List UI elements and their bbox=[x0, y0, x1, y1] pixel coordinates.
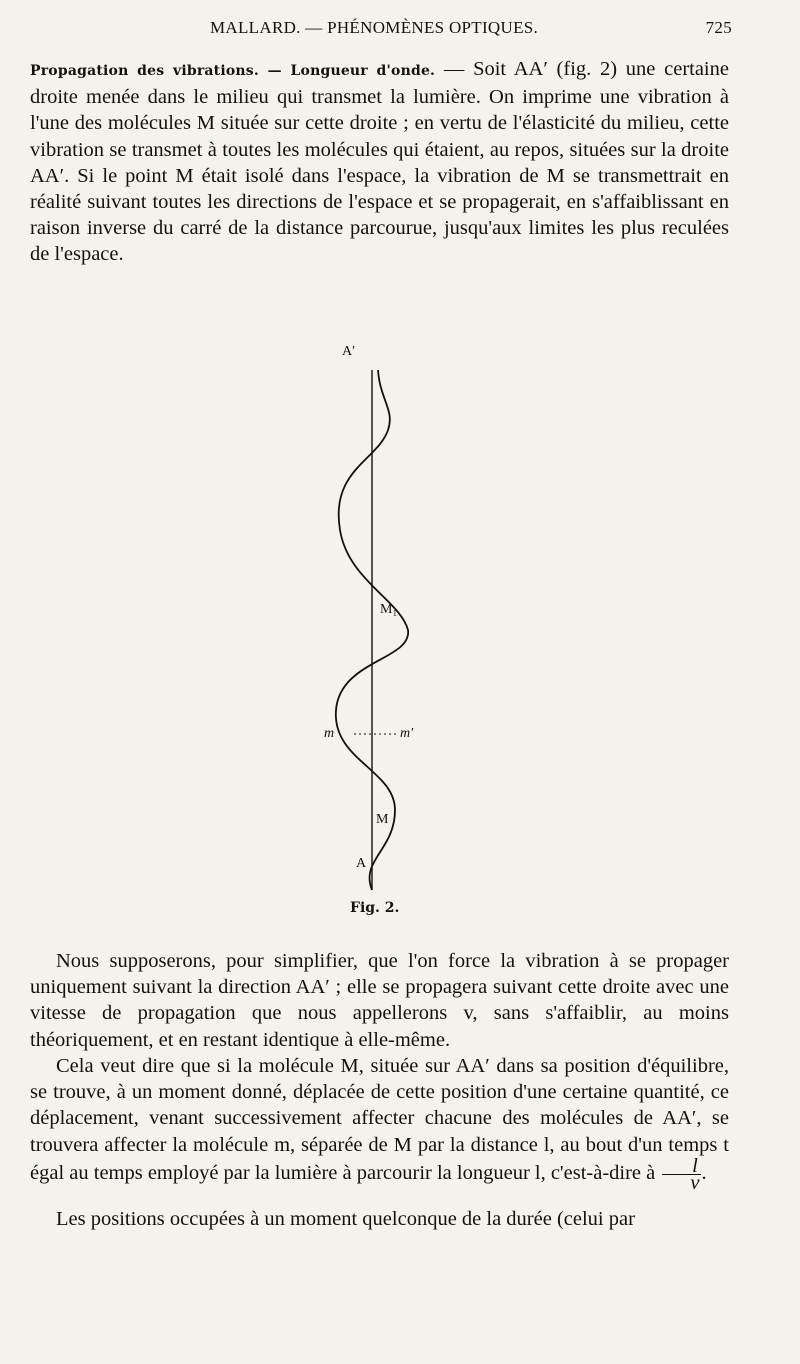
paragraph-text-end: . bbox=[701, 1162, 707, 1185]
paragraph-text: Cela veut dire que si la molécule M, située sur AA′ dans sa position d'équilibre, se trouve, à un moment donné, déplacée de cette position d'une certaine quantité, ce déplacement, venant successivement affecter chacune des molécules de AA′, se trouvera affecter la molécule m, séparée de M par la distance l, au bout d'un temps t égal au temps employé par la lumière à parcourir la longueur l, c'est-à-dire à bbox=[30, 1055, 729, 1185]
figure-caption: Fig. 2. bbox=[350, 900, 400, 916]
fraction-l-over-v bbox=[662, 1154, 701, 1194]
wave-diagram bbox=[300, 330, 440, 920]
label-A: A bbox=[356, 856, 367, 871]
label-M: M bbox=[376, 812, 389, 827]
paragraph-text: — Soit AA′ (fig. 2) une certaine droite menée dans le milieu qui transmet la lumière. On imprime une vibration à l'une des molécules M située sur cette droite ; en vertu de l'élasticité du milieu, cette vibration se transmet à toutes les molécules qui étaient, au repos, situées sur la droite AA′. Si le point M était isolé dans l'espace, la vibration de M se transmettrait en réalité suivant toutes les directions de l'espace et se propagerait, en s'affaiblissant en raison inverse du carré de la distance parcourue, jusqu'aux limites les plus reculées de l'espace. bbox=[30, 58, 729, 266]
fraction-numerator: l bbox=[662, 1158, 701, 1175]
running-title: MALLARD. — PHÉNOMÈNES OPTIQUES. bbox=[210, 18, 539, 37]
page-header bbox=[152, 18, 732, 44]
paragraph-supposition: Nous supposerons, pour simplifier, que l'on force la vibration à se propager uniquement suivant la direction AA′ ; elle se propagera suivant cette droite avec une vitesse de propagation que nous appellerons v, sans s'affaiblir, au moins théoriquement, et en restant identique à elle-même. bbox=[30, 950, 729, 1051]
paragraph-molecule bbox=[30, 1053, 729, 1194]
label-m-prime: m′ bbox=[400, 726, 414, 741]
page-number: 725 bbox=[705, 18, 732, 37]
label-a-prime: A′ bbox=[342, 344, 356, 359]
label-m: m bbox=[324, 726, 335, 741]
paragraph-positions: Les positions occupées à un moment quelconque de la durée (celui par bbox=[56, 1208, 635, 1230]
section-heading: Propagation des vibrations. — Longueur d'onde. bbox=[30, 63, 436, 79]
fraction-denominator: v bbox=[690, 1171, 700, 1194]
figure-2 bbox=[300, 330, 440, 920]
paragraph-propagation bbox=[30, 56, 729, 268]
label-m1: M₁ bbox=[380, 602, 398, 617]
